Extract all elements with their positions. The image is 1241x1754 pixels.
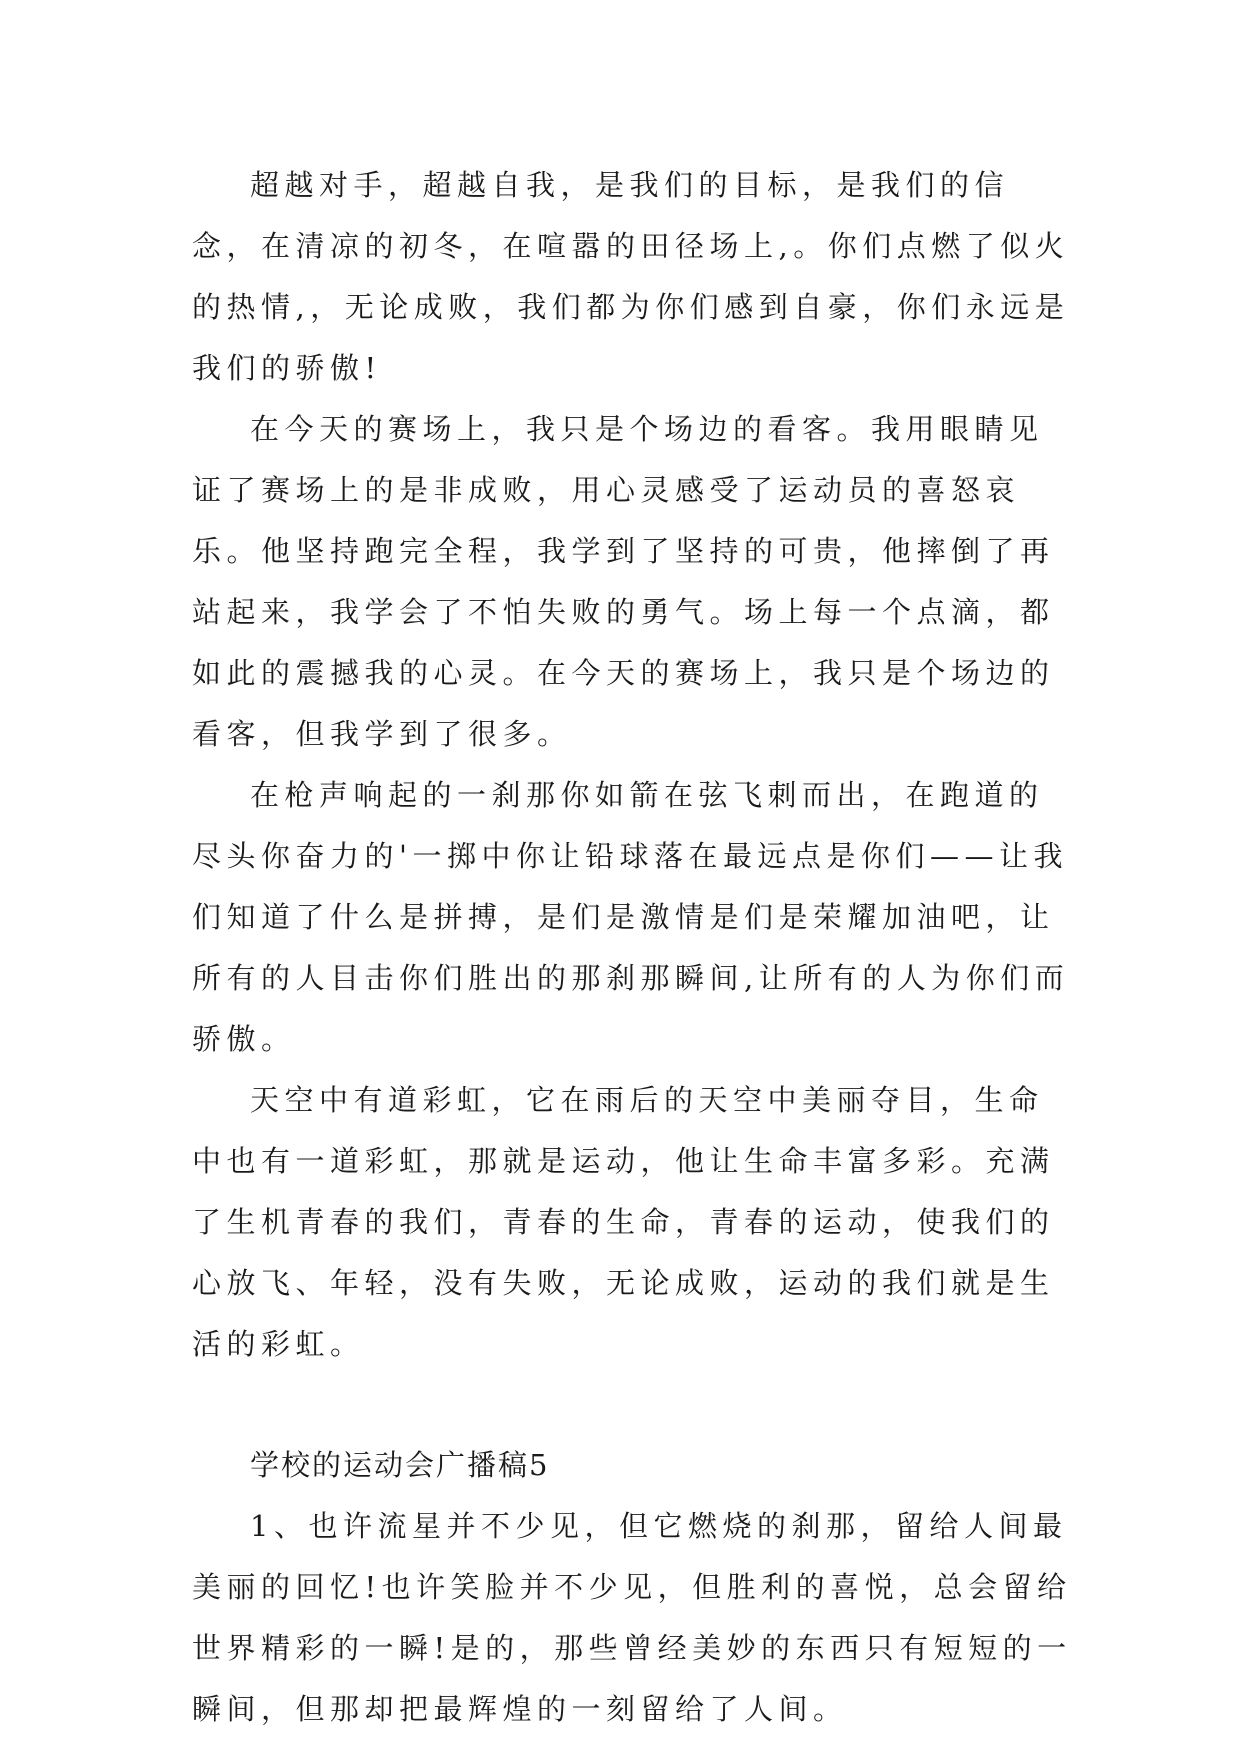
section-title: 学校的运动会广播稿5 [250,1448,550,1482]
paragraph-2: 在今天的赛场上，我只是个场边的看客。我用眼睛见证了赛场上的是非成败，用心灵感受了运动员的喜怒哀乐。他坚持跑完全程，我学到了坚持的可贵，他摔倒了再站起来，我学会了不怕失败的勇气。场上每一个点滴，都如此的震撼我的心灵。在今天的赛场上，我只是个场边的看客，但我学到了很多。 [192,412,1055,751]
paragraph-3: 在枪声响起的一刹那你如箭在弦飞刺而出，在跑道的尽头你奋力的'一掷中你让铅球落在最远点是你们——让我们知道了什么是拼搏，是们是激情是们是荣耀加油吧，让所有的人目击你们胜出的那刹那瞬间,让所有的人为你们而骄傲。 [192,778,1070,1056]
document-page [192,155,1072,1740]
paragraph-4: 天空中有道彩虹，它在雨后的天空中美丽夺目，生命中也有一道彩虹，那就是运动，他让生命丰富多彩。充满了生机青春的我们，青春的生命，青春的运动，使我们的心放飞、年轻，没有失败，无论成败，运动的我们就是生活的彩虹。 [192,1083,1055,1361]
section-spacer [192,1375,1072,1435]
paragraph-5: 1、也许流星并不少见，但它燃烧的刹那，留给人间最美丽的回忆!也许笑脸并不少见，但胜利的喜悦，总会留给世界精彩的一瞬!是的，那些曾经美妙的东西只有短短的一瞬间，但那却把最辉煌的一刻留给了人间。 [192,1509,1072,1726]
paragraph-1: 超越对手，超越自我，是我们的目标，是我们的信念，在清凉的初冬，在喧嚣的田径场上,。你们点燃了似火的热情,，无论成败，我们都为你们感到自豪，你们永远是我们的骄傲! [192,168,1070,385]
